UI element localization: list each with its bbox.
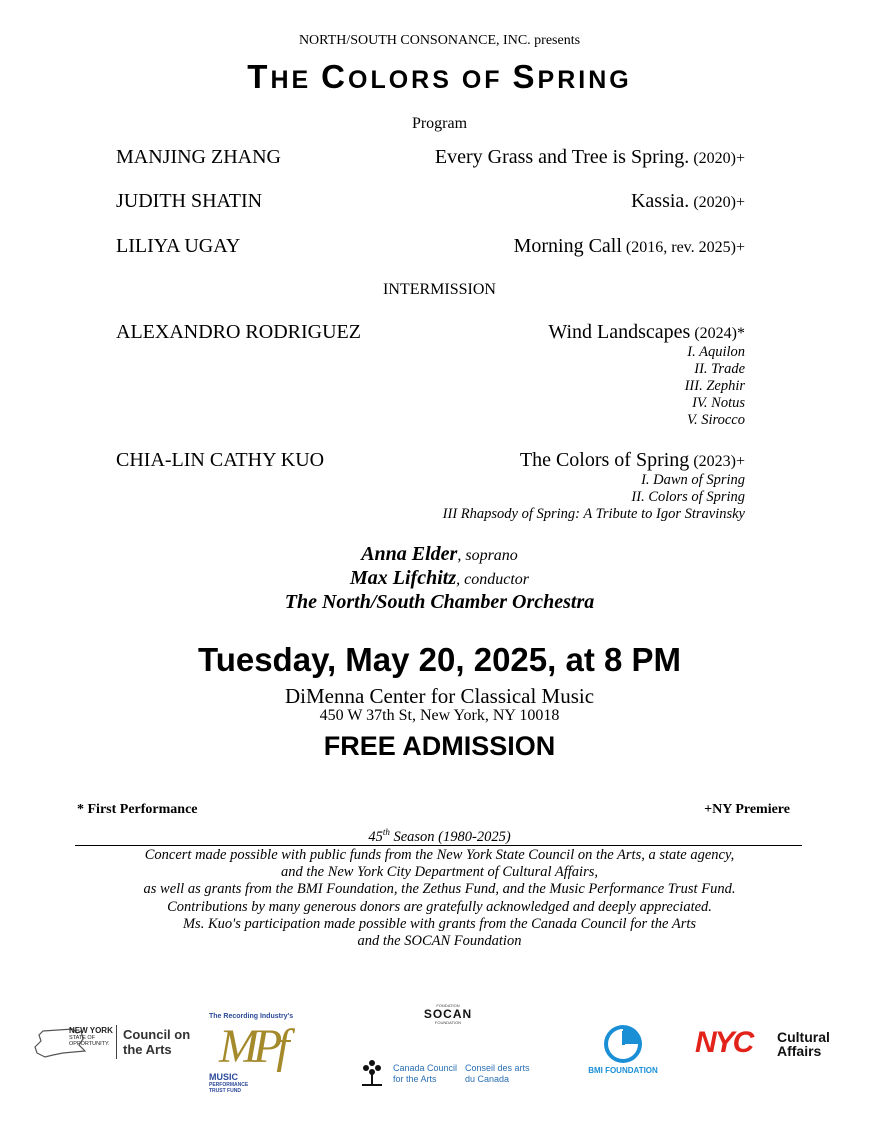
intermission-label: INTERMISSION [383, 281, 496, 298]
movement: I. Dawn of Spring [641, 472, 745, 488]
movement: V. Sirocco [687, 412, 745, 428]
venue-name: DiMenna Center for Classical Music [284, 684, 595, 708]
first-performance-note: * First Performance [77, 802, 198, 817]
title-rest-1: HE [270, 66, 322, 94]
canada-council-icon [358, 1057, 386, 1089]
ny-premiere-note: +NY Premiere [704, 802, 790, 817]
movement: II. Colors of Spring [631, 489, 745, 505]
socan-logo: FONDATION SOCAN FOUNDATION [423, 1003, 473, 1025]
credit-line: Contributions by many generous donors are gratefully acknowledged and deeply appreciated. [167, 898, 712, 915]
admission-label: FREE ADMISSION [323, 731, 556, 761]
work-title: Kassia. (2020)+ [630, 190, 745, 212]
concert-title [0, 58, 879, 96]
composer-name: CHIA-LIN CATHY KUO [116, 449, 325, 471]
credit-line: Ms. Kuo's participation made possible with grants from the Canada Council for the Arts [182, 915, 697, 932]
title-rest-3: PRING [537, 66, 632, 94]
movement: III. Zephir [684, 378, 745, 394]
title-cap-1: T [247, 58, 271, 95]
movement-list [685, 344, 745, 429]
work-title: Wind Landscapes (2024)* [548, 321, 745, 343]
movement-list [443, 472, 745, 523]
program-label: Program [411, 115, 468, 132]
work-title: Every Grass and Tree is Spring. (2020)+ [434, 146, 745, 168]
work-title: Morning Call (2016, rev. 2025)+ [513, 235, 745, 257]
program-item [116, 146, 745, 170]
credit-line: and the New York City Department of Cultural Affairs, [280, 864, 598, 881]
movement: II. Trade [694, 361, 745, 377]
bmi-foundation-logo: BMI FOUNDATION [578, 1023, 668, 1078]
event-date: Tuesday, May 20, 2025, at 8 PM [197, 641, 681, 678]
credits-block [0, 847, 879, 950]
composer-name: ALEXANDRO RODRIGUEZ [116, 321, 361, 343]
composer-name: JUDITH SHATIN [116, 190, 263, 212]
credit-line: Concert made possible with public funds from the New York State Council on the Arts, a state agency, [144, 847, 735, 863]
nysca-logo: NEW YORK STATE OF OPPORTUNITY. Council on the Arts [33, 1023, 193, 1063]
performer: Max Lifchitz, conductor [350, 567, 529, 589]
mptf-logo: The Recording Industry's MPf MUSIC PERFORMANCE TRUST FUND [209, 1013, 294, 1094]
title-cap-3: S [512, 58, 538, 95]
program-item [116, 190, 745, 214]
composer-name: MANJING ZHANG [116, 146, 281, 168]
season-line: 45th Season (1980-2025) [368, 827, 511, 845]
movement: I. Aquilon [687, 344, 745, 360]
work-title: The Colors of Spring (2023)+ [519, 449, 745, 471]
program-item [116, 235, 745, 259]
performer: The North/South Chamber Orchestra [284, 591, 595, 613]
nyc-cultural-affairs-logo: NYC Cultural Affairs [695, 1026, 830, 1059]
performer: Anna Elder, soprano [361, 543, 518, 565]
program-item [116, 321, 745, 433]
venue-address: 450 W 37th St, New York, NY 10018 [319, 707, 560, 724]
program-item [116, 449, 745, 529]
credit-line: and the SOCAN Foundation [357, 933, 522, 950]
divider [75, 845, 802, 846]
credit-line: as well as grants from the BMI Foundation, the Zethus Fund, and the Music Performance Trust Fund. [143, 881, 736, 898]
movement: IV. Notus [692, 395, 745, 411]
title-rest-2: OLORS OF [348, 66, 513, 94]
bmi-icon [601, 1023, 645, 1065]
canada-council-logo: Canada Council for the Arts Conseil des arts du Canada [358, 1057, 538, 1089]
presenter-line: NORTH/SOUTH CONSONANCE, INC. presents [298, 33, 581, 48]
movement: III Rhapsody of Spring: A Tribute to Igor Stravinsky [442, 506, 745, 522]
composer-name: LILIYA UGAY [116, 235, 241, 257]
title-cap-2: C [321, 58, 348, 95]
